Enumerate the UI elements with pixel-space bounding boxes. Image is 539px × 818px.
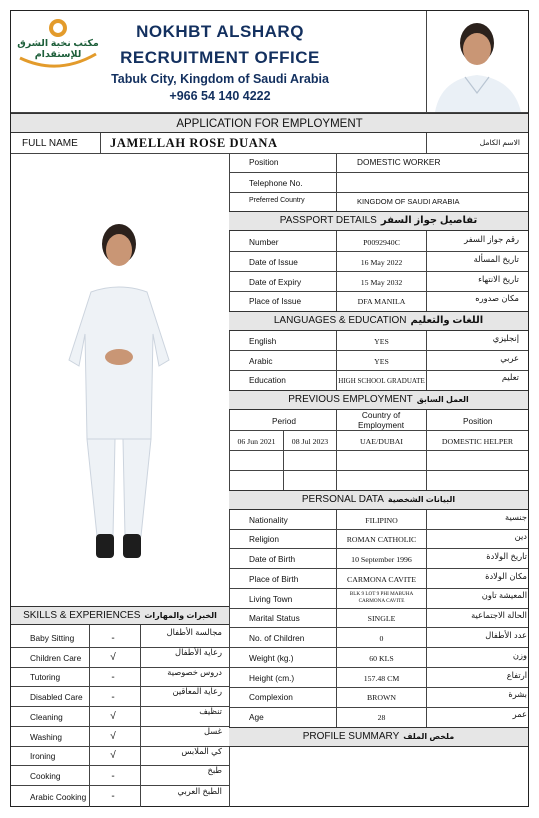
education-value: HIGH SCHOOL GRADUATE — [338, 377, 425, 385]
employment-to: 08 Jul 2023 — [291, 437, 329, 446]
place-of-birth-ar: مكان الولادة — [485, 571, 527, 581]
skill-mark: √ — [110, 652, 116, 663]
skill-label: Tutoring — [30, 672, 61, 682]
period-header: Period — [272, 416, 296, 426]
full-name-label-ar: الاسم الكامل — [479, 138, 520, 147]
date-of-issue-value: 16 May 2022 — [360, 258, 403, 267]
skill-label: Baby Sitting — [30, 633, 75, 643]
children-label: No. of Children — [249, 633, 305, 643]
office-phone: +966 54 140 4222 — [169, 89, 271, 103]
height-value: 157.48 CM — [363, 674, 400, 683]
languages-title: LANGUAGES & EDUCATION — [273, 315, 407, 326]
skill-ar: طبخ — [207, 765, 222, 775]
profile-summary-title-ar: ملخص الملف — [403, 732, 455, 741]
education-label: Education — [249, 375, 286, 385]
date-of-issue-ar: تاريخ المسألة — [473, 254, 519, 264]
full-name-value: JAMELLAH ROSE DUANA — [110, 136, 278, 150]
employment-section-header — [229, 390, 528, 410]
children-value: 0 — [379, 634, 384, 643]
skill-label: Ironing — [30, 751, 56, 761]
marital-status-value: SINGLE — [367, 614, 396, 623]
living-town-value: BLK 9 LOT 9 PHI MABUHA CARMONA CAVITE — [349, 591, 414, 604]
personal-section-header — [229, 490, 528, 510]
complexion-label: Complexion — [249, 692, 293, 702]
place-of-issue-label: Place of Issue — [249, 296, 302, 306]
employment-title-ar: العمل السابق — [416, 395, 469, 404]
skill-ar: رعاية الأطفال — [175, 647, 222, 657]
english-value: YES — [374, 337, 389, 346]
profile-summary-title: PROFILE SUMMARY — [302, 731, 400, 742]
skill-ar: الطبخ العربي — [177, 786, 222, 796]
skill-mark: - — [111, 771, 115, 782]
height-label: Height (cm.) — [249, 673, 295, 683]
passport-title: PASSPORT DETAILS — [279, 215, 377, 226]
skill-label: Children Care — [30, 653, 82, 663]
date-of-birth-value: 10 September 1996 — [351, 555, 412, 564]
skill-ar: غسل — [203, 726, 222, 736]
nationality-value: FILIPINO — [365, 516, 398, 525]
religion-value: ROMAN CATHOLIC — [346, 535, 417, 544]
form-title: APPLICATION FOR EMPLOYMENT — [11, 113, 528, 133]
logo — [14, 14, 102, 74]
skill-mark: - — [111, 791, 115, 802]
skill-ar: رعاية المعاقين — [172, 686, 222, 696]
passport-number-value: P0092940C — [363, 238, 400, 247]
office-name-line1: NOKHBT ALSHARQ — [136, 22, 304, 41]
skill-ar: كي الملابس — [181, 746, 222, 756]
skills-title: SKILLS & EXPERIENCES — [23, 610, 141, 621]
place-of-birth-value: CARMONA CAVITE — [347, 575, 416, 584]
employment-from: 06 Jun 2021 — [237, 437, 276, 446]
full-name-label: FULL NAME — [22, 138, 78, 149]
office-name-line2: RECRUITMENT OFFICE — [120, 48, 320, 67]
skill-label: Cleaning — [30, 712, 63, 722]
living-town-ar: المعيشة تاون — [481, 590, 527, 600]
date-of-expiry-label: Date of Expiry — [249, 277, 302, 287]
skill-label: Disabled Care — [30, 692, 83, 702]
position-label: Position — [249, 157, 279, 167]
place-of-birth-label: Place of Birth — [249, 574, 299, 584]
skill-ar: تنظيف — [199, 706, 222, 716]
full-body-photo — [11, 154, 229, 606]
marital-status-ar: الحالة الاجتماعية — [471, 610, 527, 620]
skill-mark: - — [111, 672, 115, 683]
place-of-issue-ar: مكان صدوره — [475, 293, 519, 303]
weight-ar: وزن — [512, 650, 527, 660]
passport-section-header — [229, 211, 528, 231]
religion-label: Religion — [249, 534, 279, 544]
logo-text: مكتب نخبة الشرق للإستقدام — [17, 38, 99, 60]
preferred-country-label: Preferred Country — [249, 197, 305, 204]
position-value: DOMESTIC WORKER — [357, 157, 441, 167]
skill-label: Washing — [30, 732, 62, 742]
nationality-label: Nationality — [249, 515, 288, 525]
country-header: Country of Employment — [357, 410, 405, 430]
weight-value: 60 KLS — [369, 654, 394, 663]
place-of-issue-value: DFA MANILA — [357, 297, 406, 306]
date-of-issue-label: Date of Issue — [249, 257, 298, 267]
preferred-country-value: KINGDOM OF SAUDI ARABIA — [357, 197, 460, 206]
arabic-label: Arabic — [249, 356, 273, 366]
arabic-value: YES — [374, 357, 389, 366]
languages-section-header — [229, 311, 528, 331]
personal-title-ar: البيانات الشخصية — [387, 495, 456, 504]
skill-label: Cooking — [30, 771, 61, 781]
skills-section-header — [11, 606, 229, 625]
religion-ar: دين — [514, 531, 527, 541]
passport-number-label: Number — [249, 237, 279, 247]
english-ar: إنجليزي — [492, 333, 519, 343]
english-label: English — [249, 336, 277, 346]
nationality-ar: جنسية — [505, 512, 527, 522]
passport-number-ar: رقم جواز السفر — [464, 234, 519, 244]
skill-ar: دروس خصوصية — [167, 667, 222, 677]
employment-position: DOMESTIC HELPER — [441, 437, 514, 446]
skill-mark: - — [111, 633, 115, 644]
employment-title: PREVIOUS EMPLOYMENT — [288, 394, 413, 405]
personal-title: PERSONAL DATA — [301, 494, 384, 505]
age-ar: عمر — [512, 709, 527, 719]
height-ar: ارتفاع — [506, 670, 527, 680]
skill-mark: √ — [110, 731, 116, 742]
education-ar: تعليم — [501, 372, 519, 382]
passport-photo — [427, 11, 528, 112]
date-of-birth-label: Date of Birth — [249, 554, 296, 564]
marital-status-label: Marital Status — [249, 613, 300, 623]
arabic-ar: عربي — [500, 353, 519, 363]
age-label: Age — [249, 712, 264, 722]
skill-ar: مجالسة الأطفال — [166, 627, 222, 637]
skill-label: Arabic Cooking — [30, 792, 87, 802]
complexion-ar: بشرة — [508, 689, 527, 699]
skill-mark: √ — [110, 750, 116, 761]
date-of-expiry-ar: تاريخ الانتهاء — [478, 274, 519, 284]
languages-title-ar: اللغات والتعليم — [410, 315, 484, 326]
passport-title-ar: تفاصيل جواز السفر — [380, 215, 478, 226]
weight-label: Weight (kg.) — [249, 653, 294, 663]
children-ar: عدد الأطفال — [485, 630, 527, 640]
employment-country: UAE/DUBAI — [360, 437, 403, 446]
skills-title-ar: الخبرات والمهارات — [144, 611, 217, 620]
date-of-birth-ar: تاريخ الولادة — [486, 551, 527, 561]
telephone-label: Telephone No. — [249, 178, 303, 188]
date-of-expiry-value: 15 May 2032 — [360, 278, 403, 287]
skill-mark: - — [111, 692, 115, 703]
profile-summary-header — [229, 727, 528, 747]
living-town-label: Living Town — [249, 594, 293, 604]
skill-mark: √ — [110, 711, 116, 722]
position-header: Position — [463, 416, 493, 426]
complexion-value: BROWN — [366, 693, 397, 702]
age-value: 28 — [377, 713, 386, 722]
office-location: Tabuk City, Kingdom of Saudi Arabia — [111, 72, 329, 86]
